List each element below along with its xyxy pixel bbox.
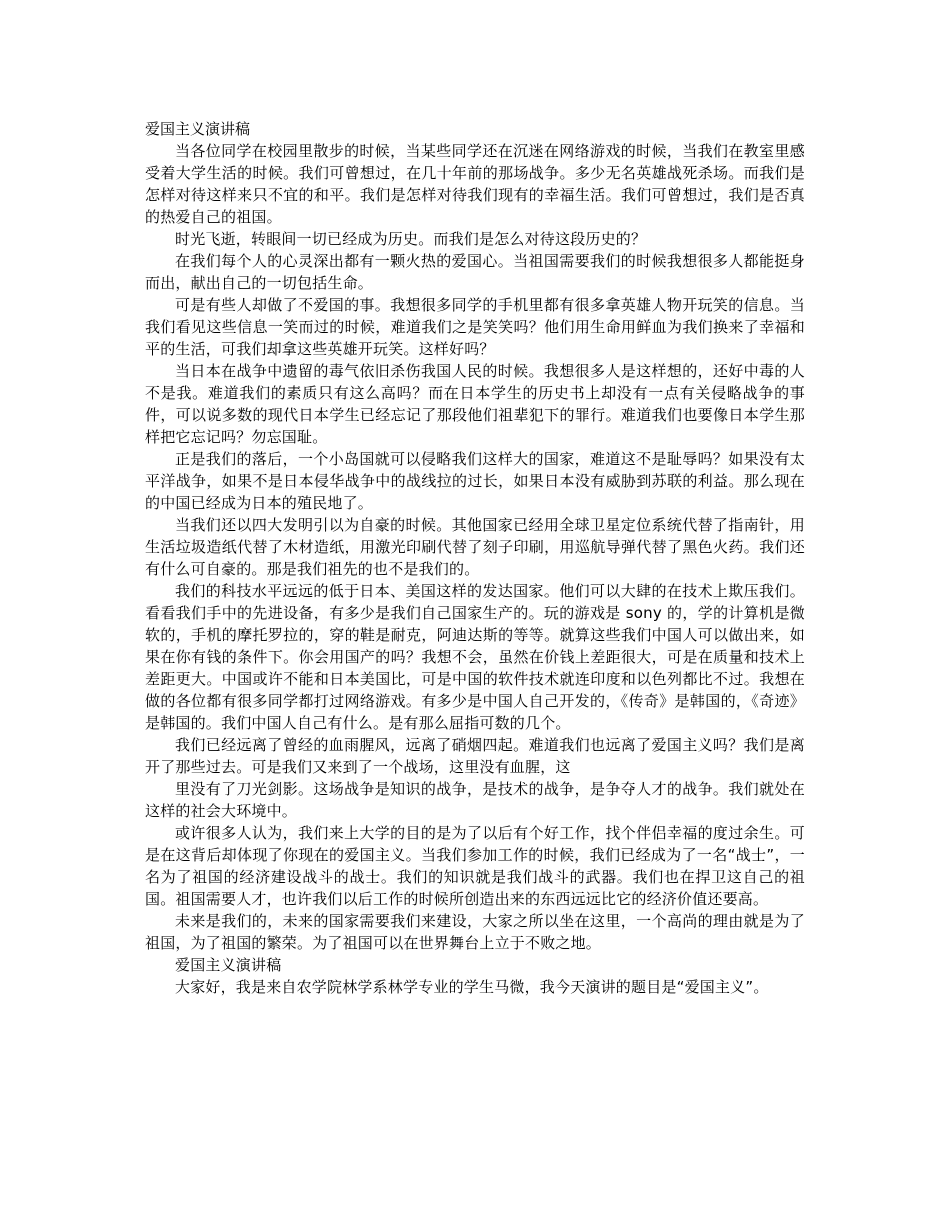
paragraph: 我们的科技水平远远的低于日本、美国这样的发达国家。他们可以大肆的在技术上欺压我们。看看我们手中的先进设备，有多少是我们自己国家生产的。玩的游戏是 sony 的，学的计算机是微软的，手机的摩托罗拉的，穿的鞋是耐克，阿迪达斯的等等。就算这些我们中国人可以做出来，如果在你有钱的条件下。你会用国产的吗？我想不会，虽然在价钱上差距很大，可是在质量和技术上差距更大。中国或许不能和日本美国比，可是中国的软件技术就连印度和以色列都比不过。我想在做的各位都有很多同学都打过网络游戏。有多少是中国人自己开发的，《传奇》是韩国的，《奇迹》是韩国的。我们中国人自己有什么。是有那么屈指可数的几个。 bbox=[145, 582, 805, 732]
paragraph: 时光飞逝，转眼间一切已经成为历史。而我们是怎么对待这段历史的？ bbox=[175, 230, 647, 248]
paragraph: 或许很多人认为，我们来上大学的目的是为了以后有个好工作，找个伴侣幸福的度过余生。可是在这背后却体现了你现在的爱国主义。当我们参加工作的时候，我们已经成为了一名“战士”，一名为了祖国的经济建设战斗的战士。我们的知识就是我们战斗的武器。我们也在捍卫这自己的祖国。祖国需要人才，也许我们以后工作的时候所创造出来的东西远远比它的经济价值还要高。 bbox=[145, 824, 805, 908]
paragraph: 我们已经远离了曾经的血雨腥风，远离了硝烟四起。难道我们也远离了爱国主义吗？我们是离开了那些过去。可是我们又来到了一个战场，这里没有血腥，这 bbox=[145, 736, 805, 776]
document-title: 爱国主义演讲稿 bbox=[145, 120, 251, 138]
paragraph: 当各位同学在校园里散步的时候，当某些同学还在沉迷在网络游戏的时候，当我们在教室里感受着大学生活的时候。我们可曾想过，在几十年前的那场战争。多少无名英雄战死杀场。而我们是怎样对待这样来只不宜的和平。我们是怎样对待我们现有的幸福生活。我们可曾想过，我们是否真的热爱自己的祖国。 bbox=[145, 142, 805, 226]
paragraph: 在我们每个人的心灵深出都有一颗火热的爱国心。当祖国需要我们的时候我想很多人都能挺身而出，献出自己的一切包括生命。 bbox=[145, 252, 805, 292]
second-title: 爱国主义演讲稿 bbox=[175, 956, 282, 974]
paragraph: 大家好，我是来自农学院林学系林学专业的学生马微，我今天演讲的题目是“爱国主义”。 bbox=[175, 978, 769, 996]
paragraph: 正是我们的落后，一个小岛国就可以侵略我们这样大的国家，难道这不是耻辱吗？如果没有太平洋战争，如果不是日本侵华战争中的战线拉的过长，如果日本没有威胁到苏联的利益。那么现在的中国已经成为日本的殖民地了。 bbox=[145, 450, 805, 512]
paragraph: 可是有些人却做了不爱国的事。我想很多同学的手机里都有很多拿英雄人物开玩笑的信息。当我们看见这些信息一笑而过的时候，难道我们之是笑笑吗？他们用生命用鲜血为我们换来了幸福和平的生活，可我们却拿这些英雄开玩笑。这样好吗？ bbox=[145, 296, 805, 358]
document-page bbox=[145, 118, 805, 998]
paragraph: 当我们还以四大发明引以为自豪的时候。其他国家已经用全球卫星定位系统代替了指南针，用生活垃圾造纸代替了木材造纸，用激光印刷代替了刻子印刷，用巡航导弹代替了黑色火药。我们还有什么可自豪的。那是我们祖先的也不是我们的。 bbox=[145, 516, 805, 578]
paragraph: 里没有了刀光剑影。这场战争是知识的战争，是技术的战争，是争夺人才的战争。我们就处在这样的社会大环境中。 bbox=[145, 780, 805, 820]
paragraph: 当日本在战争中遗留的毒气依旧杀伤我国人民的时候。我想很多人是这样想的，还好中毒的人不是我。难道我们的素质只有这么高吗？而在日本学生的历史书上却没有一点有关侵略战争的事件，可以说多数的现代日本学生已经忘记了那段他们祖辈犯下的罪行。难道我们也要像日本学生那样把它忘记吗？勿忘国耻。 bbox=[145, 362, 805, 446]
paragraph: 未来是我们的，未来的国家需要我们来建设，大家之所以坐在这里，一个高尚的理由就是为了祖国，为了祖国的繁荣。为了祖国可以在世界舞台上立于不败之地。 bbox=[145, 912, 805, 952]
